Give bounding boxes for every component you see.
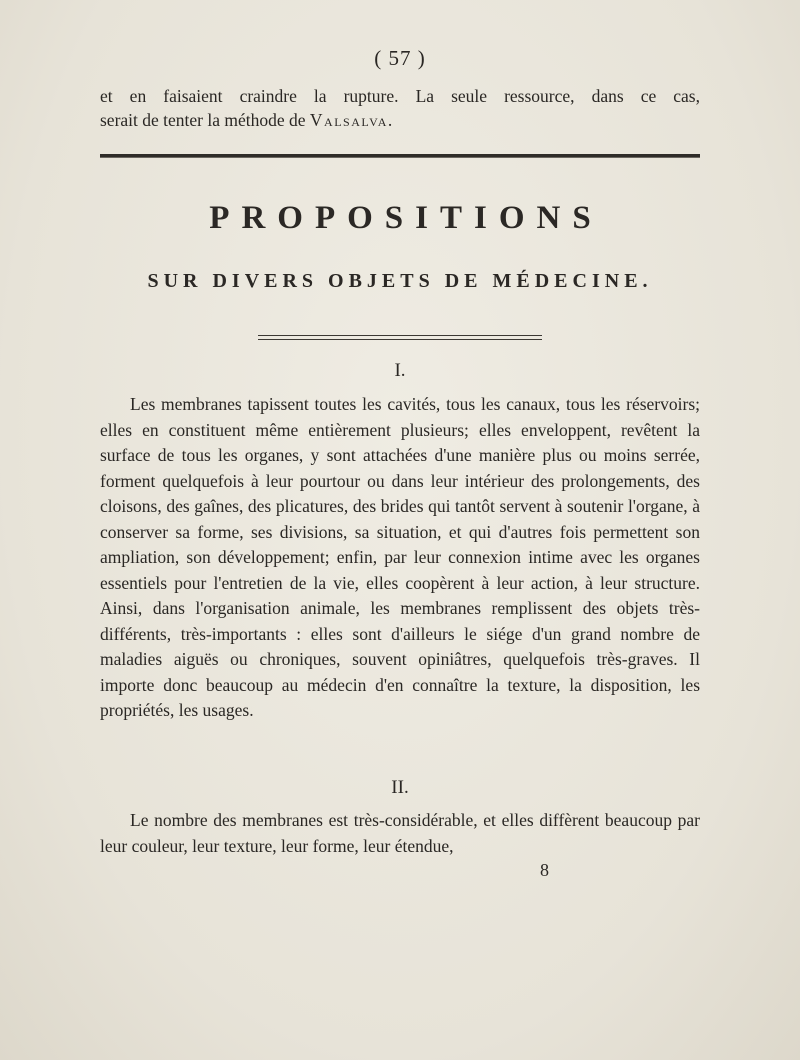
author-name: Valsalva. xyxy=(309,110,394,130)
section-divider xyxy=(100,154,700,158)
intro-line-1: et en faisaient craindre la rupture. La seule ressource, dans ce cas, xyxy=(100,86,700,106)
page-number: ( 57 ) xyxy=(374,46,426,70)
title-divider xyxy=(258,335,542,340)
section-numeral-1: I. xyxy=(394,360,406,381)
section-paragraph-1: Les membranes tapissent toutes les cavités, tous les canaux, tous les réservoirs; elles en constituent même entièrement plusieurs; elles enveloppent, revêtent la surface de tous les organes, y sont attachées d'une manière plus ou moins serrée, forment quelquefois à leur pourtour ou dans leur intérieur des prolongements, des cloisons, des gaînes, des plicatures, des brides qui tantôt servent à soutenir l'organe, à conserver sa forme, ses divisions, sa situation, et qui d'autres fois permettent son ampliation, son développement; enfin, par leur connexion intime avec les organes essentiels pour l'entretien de la vie, elles coopèrent à leur action, à leur structure. Ainsi, dans l'organisation animale, les membranes remplissent des objets très-différents, très-importants : elles sont d'ailleurs le siége d'un grand nombre de maladies aiguës ou chroniques, souvent opiniâtres, quelquefois très-graves. Il importe donc beaucoup au médecin d'en connaître la texture, la disposition, les propriétés, les usages. xyxy=(100,394,700,720)
intro-line-2-text: serait de tenter la méthode de xyxy=(100,110,310,130)
section-paragraph-2: Le nombre des membranes est très-considérable, et elles diffèrent beaucoup par leur couleur, leur texture, leur forme, leur étendue, xyxy=(100,810,700,856)
intro-line-2 xyxy=(100,108,700,132)
section-numeral-2: II. xyxy=(391,777,409,798)
signature-mark: 8 xyxy=(540,860,549,880)
page-title: PROPOSITIONS xyxy=(209,200,603,236)
page-subtitle: SUR DIVERS OBJETS DE MÉDECINE. xyxy=(147,270,653,292)
